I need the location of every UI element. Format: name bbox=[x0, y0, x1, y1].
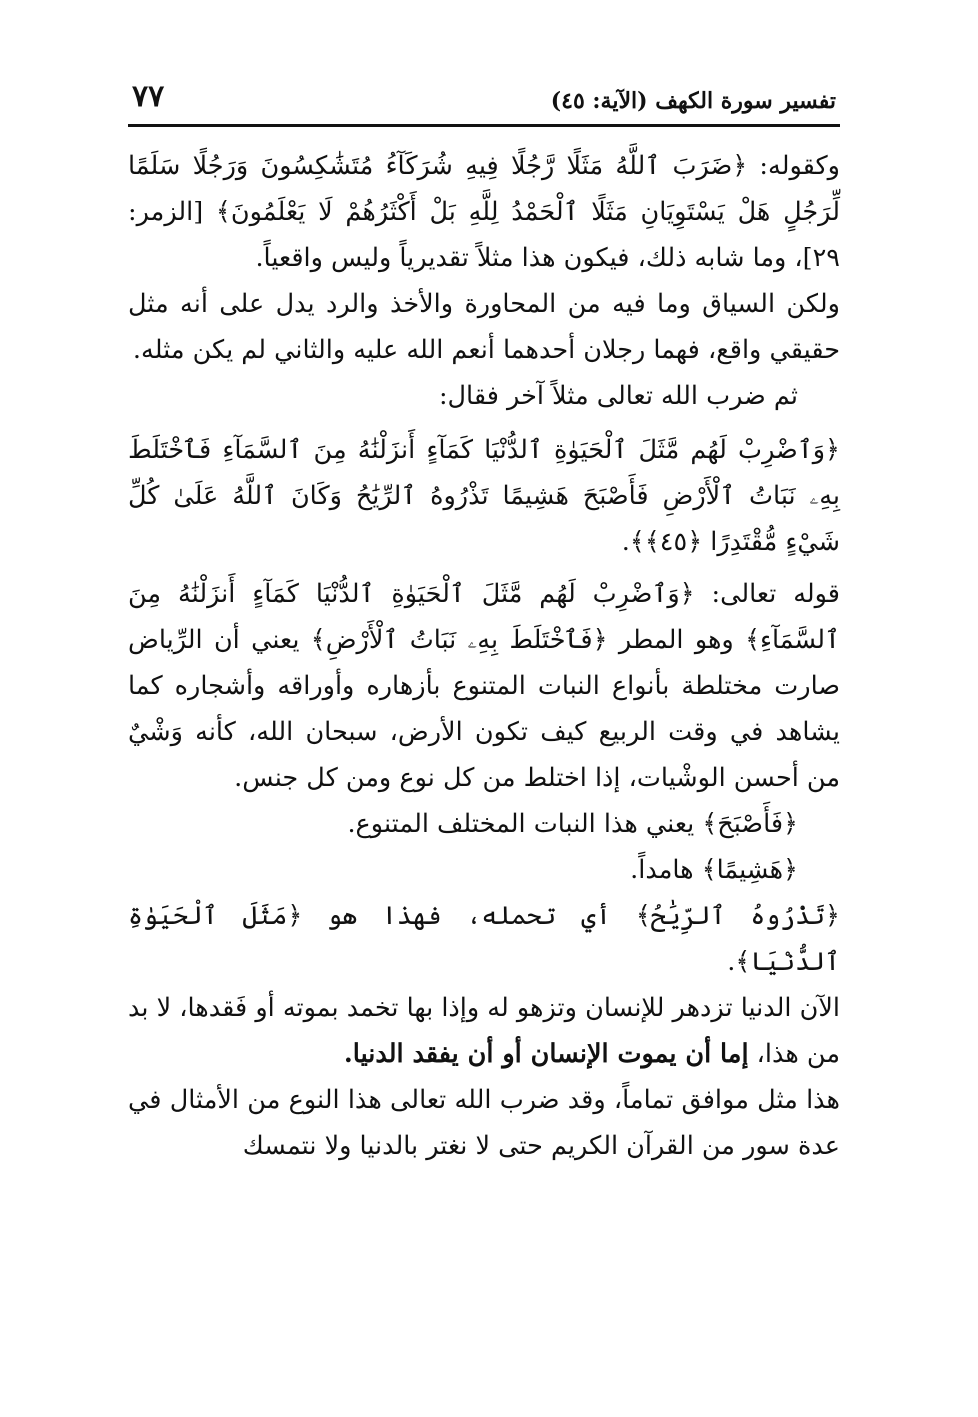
paragraph-8-text: الآن الدنيا تزدهر للإنسان وتزهو له وإذا بها تخمد بموته أو فَقدها، لا بد من هذا، bbox=[128, 993, 840, 1069]
page-header bbox=[128, 76, 840, 127]
running-title: تفسير سورة الكهف (الآية: ٤٥) bbox=[550, 88, 836, 114]
paragraph-4: قوله تعالى: ﴿وَٱضْرِبْ لَهُم مَّثَلَ ٱلْحَيَوٰةِ ٱلدُّنْيَا كَمَآءٍ أَنزَلْنَٰهُ مِنَ ٱلسَّمَآءِ﴾ وهو المطر ﴿فَٱخْتَلَطَ بِهِۦ نَبَاتُ ٱلْأَرْضِ﴾ يعني أن الرِّياض صارت مختلطة بأنواع النبات المتنوع بأزهاره وأوراقه وأشجاره كما يشاهد في وقت الربيع كيف تكون الأرض، سبحان الله، كأنه وَشْيٌ من أحسن الوشْيات، إذا اختلط من كل نوع ومن كل جنس. bbox=[128, 579, 840, 793]
verse-block bbox=[128, 427, 840, 565]
paragraph-3: ثم ضرب الله تعالى مثلاً آخر فقال: bbox=[438, 381, 798, 411]
page-number: ٧٧ bbox=[132, 79, 165, 114]
paragraph-9: هذا مثل موافق تماماً، وقد ضرب الله تعالى هذا النوع من الأمثال في عدة سور من القرآن الكريم حتى لا نغتر بالدنيا ولا نتمسك bbox=[128, 1085, 840, 1161]
paragraph-8-bold: إما أن يموت الإنسان أو أن يفقد الدنيا. bbox=[343, 1039, 749, 1069]
paragraph-7: ﴿تَذْرُوهُ ٱلرِّيَٰحُ﴾ أي تحمله، فهذا هو ﴿مَثَلَ ٱلْحَيَوٰةِ ٱلدُّنْيَا﴾. bbox=[128, 901, 840, 977]
page bbox=[128, 76, 840, 1169]
paragraph-1: وكقوله: ﴿ضَرَبَ ٱللَّهُ مَثَلًا رَّجُلًا فِيهِ شُرَكَآءُ مُتَشَٰكِسُونَ وَرَجُلًا سَلَمًا لِّرَجُلٍ هَلْ يَسْتَوِيَانِ مَثَلًا ٱلْحَمْدُ لِلَّهِ بَلْ أَكْثَرُهُمْ لَا يَعْلَمُونَ﴾ [الزمر: ٢٩]، وما شابه ذلك، فيكون هذا مثلاً تقديرياً وليس واقعياً. bbox=[128, 151, 840, 273]
paragraph-8 bbox=[128, 985, 840, 1077]
paragraph-5: ﴿فَأَصْبَحَ﴾ يعني هذا النبات المختلف المتنوع. bbox=[347, 809, 798, 839]
page-body bbox=[128, 143, 840, 1169]
paragraph-2: ولكن السياق وما فيه من المحاورة والأخذ والرد يدل على أنه مثل حقيقي واقع، فهما رجلان أحدهما أنعم الله عليه والثاني لم يكن مثله. bbox=[128, 289, 840, 365]
verse-45: ﴿وَٱضْرِبْ لَهُم مَّثَلَ ٱلْحَيَوٰةِ ٱلدُّنْيَا كَمَآءٍ أَنزَلْنَٰهُ مِنَ ٱلسَّمَآءِ فَٱخْتَلَطَ بِهِۦ نَبَاتُ ٱلْأَرْضِ فَأَصْبَحَ هَشِيمًا تَذْرُوهُ ٱلرِّيَٰحُ وَكَانَ ٱللَّهُ عَلَىٰ كُلِّ شَيْءٍ مُّقْتَدِرًا ﴿٤٥﴾﴾. bbox=[128, 435, 840, 557]
paragraph-6: ﴿هَشِيمًا﴾ هامداً. bbox=[630, 855, 798, 885]
